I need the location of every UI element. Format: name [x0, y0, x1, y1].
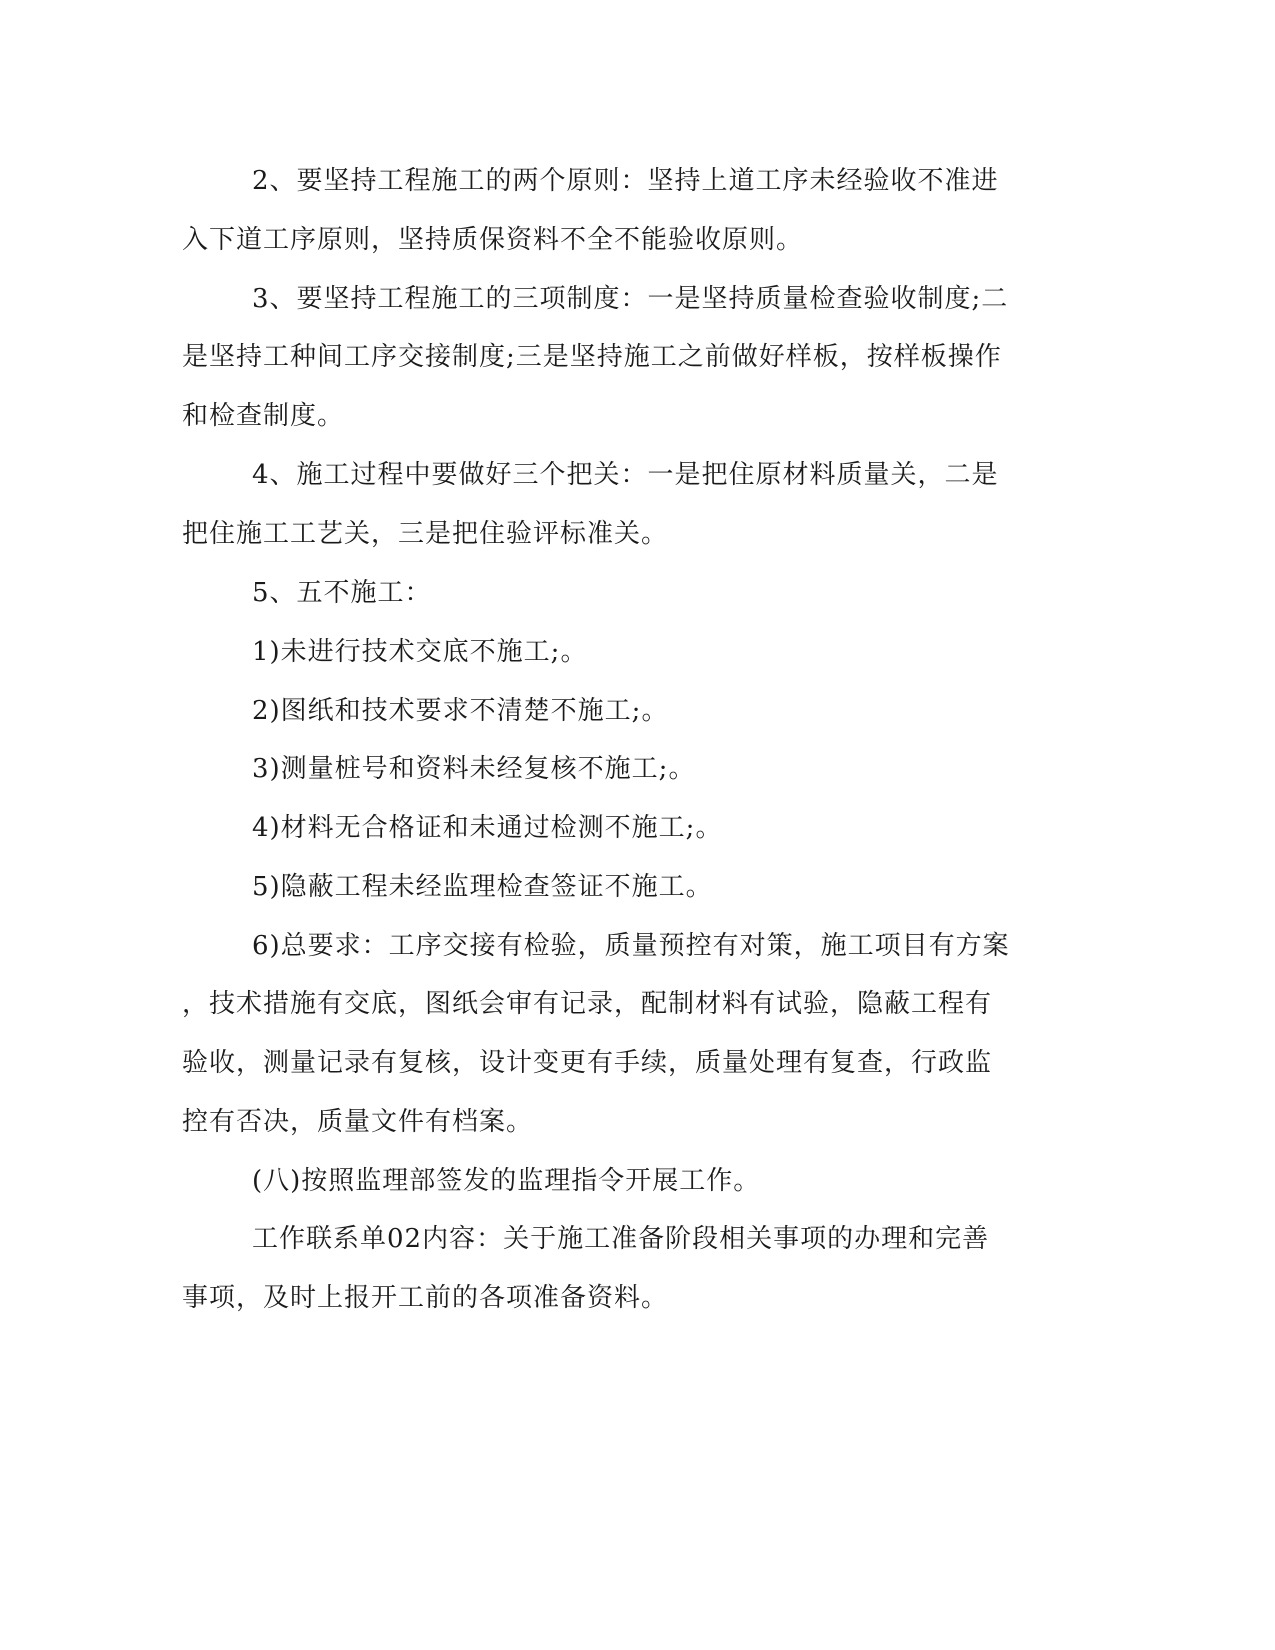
paragraph-2-line-2: 入下道工序原则，坚持质保资料不全不能验收原则。	[182, 225, 804, 255]
contact-sheet-line-2: 事项，及时上报开工前的各项准备资料。	[182, 1283, 669, 1313]
contact-sheet-line-1: 工作联系单02内容：关于施工准备阶段相关事项的办理和完善	[252, 1224, 990, 1254]
paragraph-3-line-2: 是坚持工种间工序交接制度;三是坚持施工之前做好样板，按样板操作	[182, 342, 1002, 372]
paragraph-4-line-2: 把住施工工艺关，三是把住验评标准关。	[182, 519, 669, 549]
paragraph-4-line-1: 4、施工过程中要做好三个把关：一是把住原材料质量关，二是	[252, 460, 999, 490]
general-requirements-line-2: ，技术措施有交底，图纸会审有记录，配制材料有试验，隐蔽工程有	[182, 989, 993, 1019]
list-item-1: 1)未进行技术交底不施工;。	[252, 637, 588, 667]
paragraph-2-line-1: 2、要坚持工程施工的两个原则：坚持上道工序未经验收不准进	[252, 166, 999, 196]
general-requirements-line-3: 验收，测量记录有复核，设计变更有手续，质量处理有复查，行政监	[182, 1048, 993, 1078]
list-item-4: 4)材料无合格证和未通过检测不施工;。	[252, 813, 723, 843]
paragraph-8: (八)按照监理部签发的监理指令开展工作。	[252, 1166, 761, 1196]
paragraph-5-heading: 5、五不施工：	[252, 578, 432, 608]
paragraph-3-line-3: 和检查制度。	[182, 401, 345, 431]
general-requirements-line-1: 6)总要求：工序交接有检验，质量预控有对策，施工项目有方案	[252, 931, 1010, 961]
list-item-3: 3)测量桩号和资料未经复核不施工;。	[252, 754, 696, 784]
list-item-5: 5)隐蔽工程未经监理检查签证不施工。	[252, 872, 713, 902]
general-requirements-line-4: 控有否决，质量文件有档案。	[182, 1107, 534, 1137]
paragraph-3-line-1: 3、要坚持工程施工的三项制度：一是坚持质量检查验收制度;二	[252, 284, 1009, 314]
list-item-2: 2)图纸和技术要求不清楚不施工;。	[252, 696, 669, 726]
